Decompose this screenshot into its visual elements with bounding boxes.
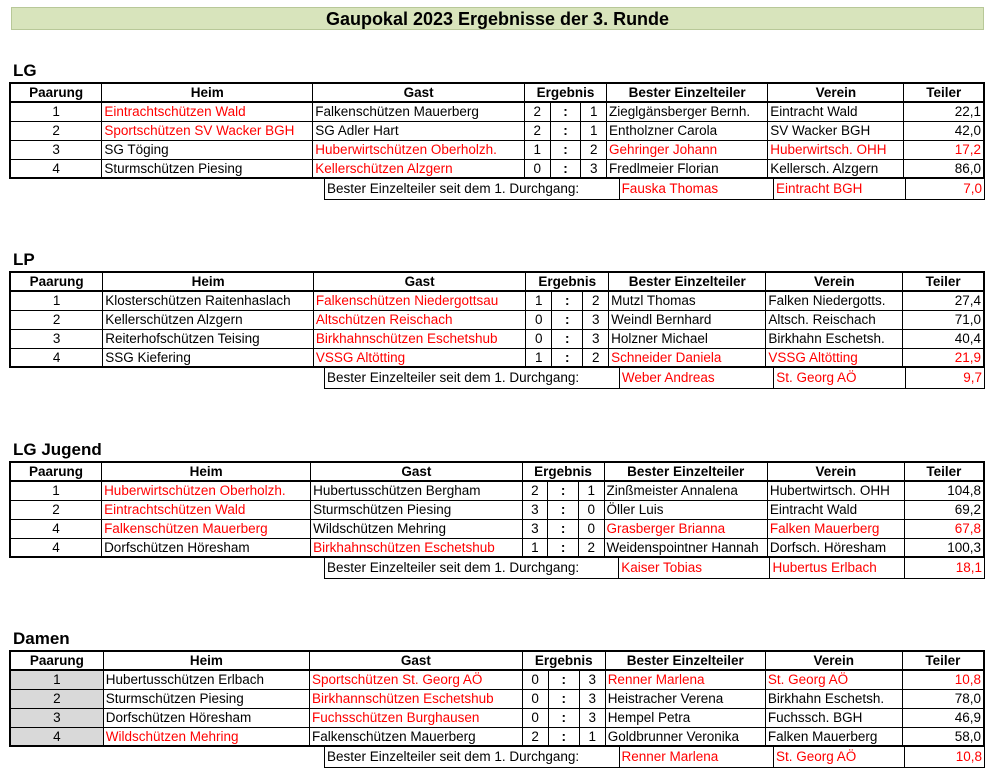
home-team: Sportschützen SV Wacker BGH [102, 121, 313, 140]
guest-team: Altschützen Reischach [313, 310, 526, 329]
score-separator: : [550, 159, 581, 178]
home-team: Huberwirtschützen Oberholzh. [102, 481, 311, 500]
section-damen [9, 628, 985, 768]
score-separator: : [548, 519, 579, 538]
best-overall-table [324, 179, 985, 200]
score-separator: : [548, 670, 579, 689]
home-team: Klosterschützen Raitenhaslach [103, 291, 314, 310]
table-row [10, 348, 984, 367]
best-overall-club: Eintracht BGH [774, 179, 906, 199]
score-guest: 1 [578, 481, 604, 500]
score-separator: : [548, 538, 579, 557]
table-row [10, 159, 984, 178]
header-paarung: Paarung [10, 272, 103, 291]
score-home: 1 [522, 538, 548, 557]
header-row [10, 272, 984, 291]
table-row [10, 291, 984, 310]
score-guest: 1 [581, 102, 607, 121]
section-lp [9, 249, 985, 389]
best-overall-row [325, 179, 985, 199]
header-row [10, 462, 984, 481]
guest-team: Fuchsschützen Burghausen [310, 708, 523, 727]
score-home: 2 [524, 121, 550, 140]
header-paarung: Paarung [10, 651, 103, 670]
guest-team: Sportschützen St. Georg AÖ [310, 670, 523, 689]
score-separator: : [552, 348, 583, 367]
pairing-number: 3 [10, 140, 102, 159]
results-table [9, 461, 985, 558]
score-separator: : [552, 291, 583, 310]
score-guest: 0 [578, 500, 604, 519]
score-separator: : [550, 140, 581, 159]
section-lg-jugend [9, 439, 985, 579]
club: Falken Mauerberg [767, 519, 904, 538]
best-shooter: Gehringer Johann [607, 140, 768, 159]
section-title: LG Jugend [13, 440, 102, 459]
home-team: SSG Kiefering [103, 348, 314, 367]
table-row [10, 102, 984, 121]
best-overall-name: Kaiser Tobias [619, 558, 770, 578]
best-overall-divisor: 9,7 [905, 368, 985, 388]
guest-team: Hubertusschützen Bergham [311, 481, 522, 500]
header-verein: Verein [768, 83, 904, 102]
home-team: Eintrachtschützen Wald [102, 500, 311, 519]
club: Huberwirtsch. OHH [768, 140, 904, 159]
divisor-value: 22,1 [904, 102, 984, 121]
best-overall-label: Bester Einzelteiler seit dem 1. Durchgang: [325, 179, 620, 199]
table-row [10, 727, 984, 746]
header-verein: Verein [767, 462, 904, 481]
club: Hubertwirtsch. OHH [767, 481, 904, 500]
score-home: 1 [526, 291, 552, 310]
section-title: Damen [13, 629, 70, 648]
divisor-value: 104,8 [904, 481, 984, 500]
pairing-number: 3 [10, 329, 103, 348]
section-title: LG [13, 61, 37, 80]
divisor-value: 86,0 [904, 159, 984, 178]
table-row [10, 121, 984, 140]
header-heim: Heim [103, 651, 309, 670]
score-guest: 3 [581, 159, 607, 178]
table-row [10, 670, 984, 689]
score-home: 2 [522, 481, 548, 500]
results-table [9, 271, 985, 368]
score-guest: 2 [583, 348, 609, 367]
score-guest: 2 [583, 291, 609, 310]
best-overall-table [324, 368, 985, 389]
header-teiler: Teiler [904, 462, 984, 481]
divisor-value: 78,0 [902, 689, 984, 708]
score-separator: : [552, 329, 583, 348]
score-home: 0 [522, 689, 548, 708]
pairing-number: 2 [10, 689, 103, 708]
score-guest: 3 [579, 689, 605, 708]
club: Eintracht Wald [768, 102, 904, 121]
score-home: 1 [524, 140, 550, 159]
header-bester: Bester Einzelteiler [609, 272, 766, 291]
score-home: 0 [526, 329, 552, 348]
score-home: 2 [524, 102, 550, 121]
guest-team: VSSG Altötting [313, 348, 526, 367]
table-row [10, 519, 984, 538]
best-overall-club: Hubertus Erlbach [770, 558, 905, 578]
header-gast: Gast [313, 272, 526, 291]
home-team: SG Töging [102, 140, 313, 159]
header-heim: Heim [102, 462, 311, 481]
home-team: Eintrachtschützen Wald [102, 102, 313, 121]
best-overall-row [325, 558, 985, 578]
header-bester: Bester Einzelteiler [604, 462, 767, 481]
score-guest: 3 [583, 329, 609, 348]
best-overall-divisor: 10,8 [904, 747, 984, 767]
best-shooter: Öller Luis [604, 500, 767, 519]
club: Fuchssch. BGH [765, 708, 902, 727]
divisor-value: 27,4 [903, 291, 984, 310]
score-separator: : [548, 500, 579, 519]
divisor-value: 71,0 [903, 310, 984, 329]
header-ergebnis: Ergebnis [526, 272, 609, 291]
score-home: 0 [522, 670, 548, 689]
best-shooter: Renner Marlena [605, 670, 765, 689]
best-shooter: Goldbrunner Veronika [605, 727, 765, 746]
score-home: 0 [522, 708, 548, 727]
guest-team: Huberwirtschützen Oberholzh. [313, 140, 525, 159]
guest-team: SG Adler Hart [313, 121, 525, 140]
divisor-value: 100,3 [904, 538, 984, 557]
header-row [10, 83, 984, 102]
section-title: LP [13, 250, 35, 269]
score-separator: : [550, 102, 581, 121]
header-gast: Gast [311, 462, 522, 481]
score-separator: : [550, 121, 581, 140]
pairing-number: 4 [10, 159, 102, 178]
best-shooter: Weidenspointner Hannah [604, 538, 767, 557]
divisor-value: 46,9 [902, 708, 984, 727]
best-shooter: Schneider Daniela [609, 348, 766, 367]
divisor-value: 17,2 [904, 140, 984, 159]
best-shooter: Entholzner Carola [607, 121, 768, 140]
divisor-value: 42,0 [904, 121, 984, 140]
guest-team: Birkhannschützen Eschetshub [310, 689, 523, 708]
guest-team: Wildschützen Mehring [311, 519, 522, 538]
score-guest: 3 [583, 310, 609, 329]
best-overall-label: Bester Einzelteiler seit dem 1. Durchgang: [325, 368, 620, 388]
guest-team: Birkhahnschützen Eschetshub [311, 538, 522, 557]
score-home: 0 [524, 159, 550, 178]
divisor-value: 40,4 [903, 329, 984, 348]
best-shooter: Fredlmeier Florian [607, 159, 768, 178]
home-team: Dorfschützen Höresham [103, 708, 309, 727]
guest-team: Kellerschützen Alzgern [313, 159, 525, 178]
club: Dorfsch. Höresham [767, 538, 904, 557]
table-row [10, 310, 984, 329]
pairing-number: 4 [10, 727, 103, 746]
table-row [10, 689, 984, 708]
best-shooter: Hempel Petra [605, 708, 765, 727]
score-home: 0 [526, 310, 552, 329]
pairing-number: 4 [10, 538, 102, 557]
club: Eintracht Wald [767, 500, 904, 519]
best-shooter: Mutzl Thomas [609, 291, 766, 310]
table-row [10, 538, 984, 557]
score-guest: 2 [581, 140, 607, 159]
header-heim: Heim [102, 83, 313, 102]
guest-team: Birkhahnschützen Eschetshub [313, 329, 526, 348]
score-separator: : [548, 481, 579, 500]
divisor-value: 67,8 [904, 519, 984, 538]
pairing-number: 3 [10, 708, 103, 727]
header-row [10, 651, 984, 670]
header-ergebnis: Ergebnis [522, 651, 605, 670]
pairing-number: 1 [10, 670, 103, 689]
best-shooter: Zieglgänsberger Bernh. [607, 102, 768, 121]
best-overall-club: St. Georg AÖ [774, 368, 905, 388]
club: Falken Niedergotts. [766, 291, 903, 310]
score-guest: 0 [578, 519, 604, 538]
score-guest: 1 [579, 727, 605, 746]
home-team: Sturmschützen Piesing [103, 689, 309, 708]
best-overall-divisor: 7,0 [905, 179, 984, 199]
score-separator: : [552, 310, 583, 329]
results-table [9, 82, 985, 179]
score-home: 2 [522, 727, 548, 746]
best-shooter: Holzner Michael [609, 329, 766, 348]
score-home: 3 [522, 500, 548, 519]
best-overall-row [325, 747, 985, 767]
header-gast: Gast [310, 651, 523, 670]
club: SV Wacker BGH [768, 121, 904, 140]
guest-team: Falkenschützen Mauerberg [313, 102, 525, 121]
guest-team: Sturmschützen Piesing [311, 500, 522, 519]
club: Kellersch. Alzgern [768, 159, 904, 178]
best-overall-divisor: 18,1 [905, 558, 985, 578]
pairing-number: 4 [10, 519, 102, 538]
header-bester: Bester Einzelteiler [605, 651, 765, 670]
divisor-value: 10,8 [902, 670, 984, 689]
best-overall-name: Weber Andreas [619, 368, 773, 388]
table-row [10, 329, 984, 348]
header-verein: Verein [765, 651, 902, 670]
section-lg [9, 60, 985, 200]
score-home: 1 [526, 348, 552, 367]
table-row [10, 481, 984, 500]
header-teiler: Teiler [903, 272, 984, 291]
score-guest: 3 [579, 670, 605, 689]
best-overall-name: Fauska Thomas [619, 179, 773, 199]
header-verein: Verein [766, 272, 903, 291]
header-gast: Gast [313, 83, 525, 102]
header-paarung: Paarung [10, 462, 102, 481]
home-team: Sturmschützen Piesing [102, 159, 313, 178]
table-row [10, 708, 984, 727]
home-team: Dorfschützen Höresham [102, 538, 311, 557]
guest-team: Falkenschützen Mauerberg [310, 727, 523, 746]
club: Birkhahn Eschetsh. [766, 329, 903, 348]
divisor-value: 21,9 [903, 348, 984, 367]
club: St. Georg AÖ [765, 670, 902, 689]
best-overall-table [324, 558, 985, 579]
header-bester: Bester Einzelteiler [607, 83, 768, 102]
pairing-number: 2 [10, 310, 103, 329]
club: VSSG Altötting [766, 348, 903, 367]
club: Birkhahn Eschetsh. [765, 689, 902, 708]
club: Falken Mauerberg [765, 727, 902, 746]
best-shooter: Grasberger Brianna [604, 519, 767, 538]
best-shooter: Zinßmeister Annalena [604, 481, 767, 500]
results-table [9, 650, 985, 747]
page-title: Gaupokal 2023 Ergebnisse der 3. Runde [11, 7, 984, 30]
best-overall-label: Bester Einzelteiler seit dem 1. Durchgang: [325, 558, 619, 578]
home-team: Reiterhofschützen Teising [103, 329, 314, 348]
score-separator: : [548, 727, 579, 746]
pairing-number: 1 [10, 481, 102, 500]
header-ergebnis: Ergebnis [524, 83, 606, 102]
home-team: Wildschützen Mehring [103, 727, 309, 746]
header-teiler: Teiler [904, 83, 984, 102]
guest-team: Falkenschützen Niedergottsau [313, 291, 526, 310]
pairing-number: 1 [10, 102, 102, 121]
best-overall-table [324, 747, 985, 768]
header-ergebnis: Ergebnis [522, 462, 604, 481]
pairing-number: 4 [10, 348, 103, 367]
divisor-value: 58,0 [902, 727, 984, 746]
home-team: Falkenschützen Mauerberg [102, 519, 311, 538]
best-shooter: Weindl Bernhard [609, 310, 766, 329]
club: Altsch. Reischach [766, 310, 903, 329]
header-heim: Heim [103, 272, 314, 291]
header-paarung: Paarung [10, 83, 102, 102]
best-shooter: Heistracher Verena [605, 689, 765, 708]
score-guest: 2 [578, 538, 604, 557]
score-guest: 3 [579, 708, 605, 727]
score-separator: : [548, 689, 579, 708]
best-overall-row [325, 368, 985, 388]
score-guest: 1 [581, 121, 607, 140]
table-row [10, 500, 984, 519]
table-row [10, 140, 984, 159]
home-team: Hubertusschützen Erlbach [103, 670, 309, 689]
best-overall-label: Bester Einzelteiler seit dem 1. Durchgang: [325, 747, 620, 767]
score-separator: : [548, 708, 579, 727]
pairing-number: 2 [10, 500, 102, 519]
pairing-number: 2 [10, 121, 102, 140]
best-overall-club: St. Georg AÖ [773, 747, 904, 767]
best-overall-name: Renner Marlena [619, 747, 773, 767]
home-team: Kellerschützen Alzgern [103, 310, 314, 329]
pairing-number: 1 [10, 291, 103, 310]
header-teiler: Teiler [902, 651, 984, 670]
score-home: 3 [522, 519, 548, 538]
divisor-value: 69,2 [904, 500, 984, 519]
